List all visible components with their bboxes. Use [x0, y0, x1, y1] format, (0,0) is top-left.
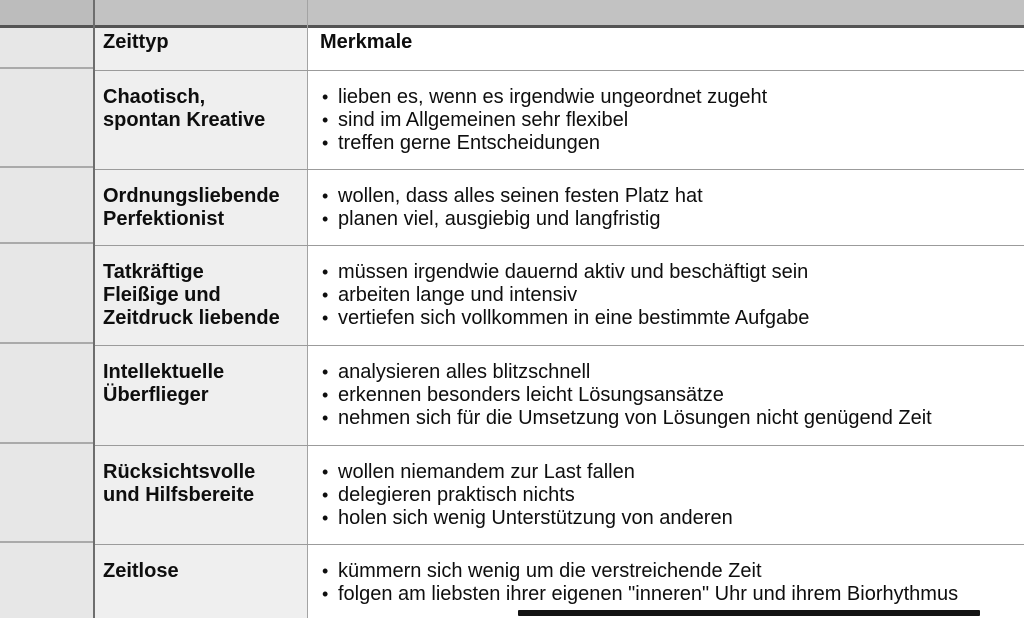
row-label: Chaotisch, spontan Kreative	[103, 86, 266, 131]
bullet-item: • erkennen besonders leicht Lösungsansätze	[338, 384, 1018, 407]
bullet-item: • folgen am liebsten ihrer eigenen "inneren" Uhr und ihrem Biorhythmus	[338, 583, 1018, 606]
bullet-item: • wollen, dass alles seinen festen Platz hat	[338, 185, 1018, 208]
next-element-top-border	[518, 610, 980, 616]
column-divider-label-content	[307, 0, 309, 618]
row-bullets	[338, 86, 1018, 155]
bullet-item: • delegieren praktisch nichts	[338, 484, 1018, 507]
bullet-item: • treffen gerne Entscheidungen	[338, 132, 1018, 155]
row-bullets	[338, 560, 1018, 606]
bullet-item: • lieben es, wenn es irgendwie ungeordnet zugeht	[338, 86, 1018, 109]
row-divider	[95, 245, 1024, 247]
row-divider	[0, 442, 93, 444]
previous-row-remnant	[0, 0, 1024, 25]
bullet-item: • wollen niemandem zur Last fallen	[338, 461, 1018, 484]
row-divider	[95, 345, 1024, 347]
row-divider	[95, 445, 1024, 447]
header-merkmale: Merkmale	[320, 31, 413, 53]
row-divider	[0, 166, 93, 168]
gutter-column	[0, 28, 93, 618]
row-divider	[95, 169, 1024, 171]
row-bullets	[338, 361, 1018, 430]
row-bullets	[338, 261, 1018, 330]
bullet-item: • vertiefen sich vollkommen in eine bestimmte Aufgabe	[338, 307, 1018, 330]
row-bullets	[338, 461, 1018, 530]
bullet-item: • holen sich wenig Unterstützung von anderen	[338, 507, 1018, 530]
bullet-item: • arbeiten lange und intensiv	[338, 284, 1018, 307]
previous-row-gutter-cell	[0, 0, 93, 25]
row-bullets	[338, 185, 1018, 231]
bullet-item: • sind im Allgemeinen sehr flexibel	[338, 109, 1018, 132]
bullet-item: • analysieren alles blitzschnell	[338, 361, 1018, 384]
row-label: Ordnungsliebende Perfektionist	[103, 185, 280, 230]
row-label: Tatkräftige Fleißige und Zeitdruck liebende	[103, 261, 280, 329]
row-divider	[95, 70, 1024, 72]
bullet-item: • nehmen sich für die Umsetzung von Lösungen nicht genügend Zeit	[338, 407, 1018, 430]
header-zeittyp: Zeittyp	[103, 31, 169, 53]
column-divider-gutter	[93, 0, 95, 618]
row-divider	[0, 67, 93, 69]
row-divider	[0, 242, 93, 244]
row-divider	[0, 541, 93, 543]
row-divider	[95, 544, 1024, 546]
row-label: Intellektuelle Überflieger	[103, 361, 225, 406]
bullet-item: • müssen irgendwie dauernd aktiv und beschäftigt sein	[338, 261, 1018, 284]
row-divider	[0, 342, 93, 344]
row-label: Zeitlose	[103, 560, 179, 582]
bullet-item: • planen viel, ausgiebig und langfristig	[338, 208, 1018, 231]
row-label: Rücksichtsvolle und Hilfsbereite	[103, 461, 256, 506]
bullet-item: • kümmern sich wenig um die verstreichende Zeit	[338, 560, 1018, 583]
